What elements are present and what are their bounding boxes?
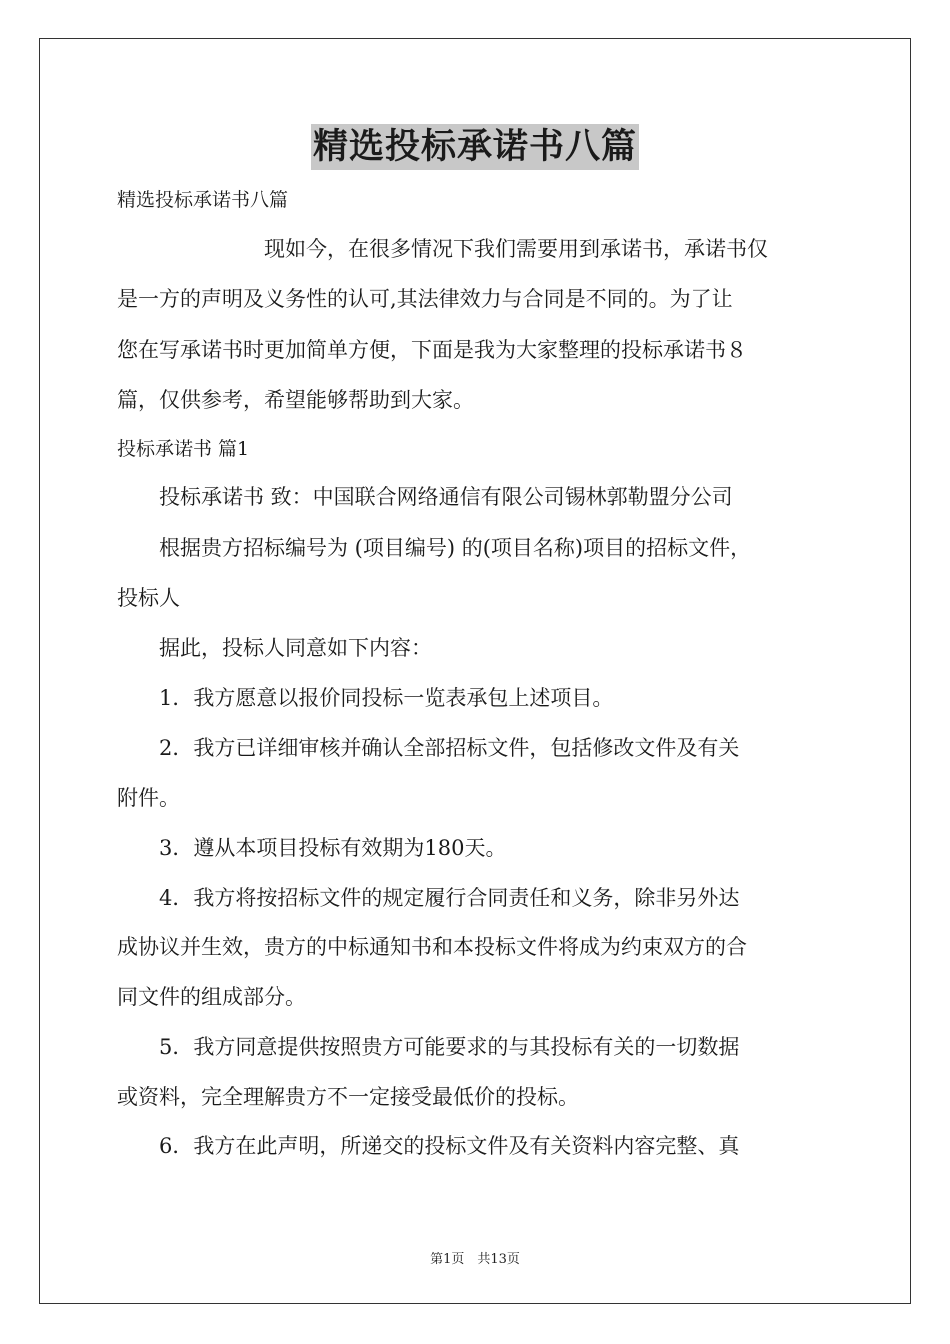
paragraph-line: 是一方的声明及义务性的认可,其法律效力与合同是不同的。为了让 — [117, 287, 733, 311]
title-container — [0, 124, 950, 170]
paragraph-line: 现如今，在很多情况下我们需要用到承诺书，承诺书仅 — [117, 237, 768, 261]
paragraph-line: 您在写承诺书时更加简单方便，下面是我为大家整理的投标承诺书８ — [117, 338, 747, 362]
paragraph-line: 投标承诺书 致：中国联合网络通信有限公司锡林郭勒盟分公司 — [117, 485, 733, 509]
paragraph-line: 据此，投标人同意如下内容： — [117, 636, 432, 660]
paragraph-line: 附件。 — [117, 786, 180, 810]
list-item: 4．我方将按招标文件的规定履行合同责任和义务，除非另外达 — [117, 886, 740, 910]
paragraph-line: 或资料，完全理解贵方不一定接受最低价的投标。 — [117, 1085, 579, 1109]
page-border — [39, 38, 911, 1304]
document-title: 精选投标承诺书八篇 — [311, 124, 639, 170]
list-item: 3．遵从本项目投标有效期为180天。 — [117, 836, 507, 860]
paragraph-line: 根据贵方招标编号为 (项目编号) 的(项目名称)项目的招标文件， — [117, 536, 752, 560]
list-item: 1．我方愿意以报价同投标一览表承包上述项目。 — [117, 686, 614, 710]
list-item: 6．我方在此声明，所递交的投标文件及有关资料内容完整、真 — [117, 1134, 740, 1158]
list-item: 5．我方同意提供按照贵方可能要求的与其投标有关的一切数据 — [117, 1035, 740, 1059]
document-subtitle: 精选投标承诺书八篇 — [117, 189, 289, 211]
paragraph-line: 投标人 — [117, 586, 180, 610]
paragraph-line: 成协议并生效，贵方的中标通知书和本投标文件将成为约束双方的合 — [117, 935, 747, 959]
section-heading: 投标承诺书 篇1 — [117, 438, 250, 460]
list-item: 2．我方已详细审核并确认全部招标文件，包括修改文件及有关 — [117, 736, 740, 760]
page-number: 第1页 共13页 — [430, 1252, 520, 1267]
paragraph-line: 同文件的组成部分。 — [117, 985, 306, 1009]
paragraph-line: 篇，仅供参考，希望能够帮助到大家。 — [117, 388, 474, 412]
